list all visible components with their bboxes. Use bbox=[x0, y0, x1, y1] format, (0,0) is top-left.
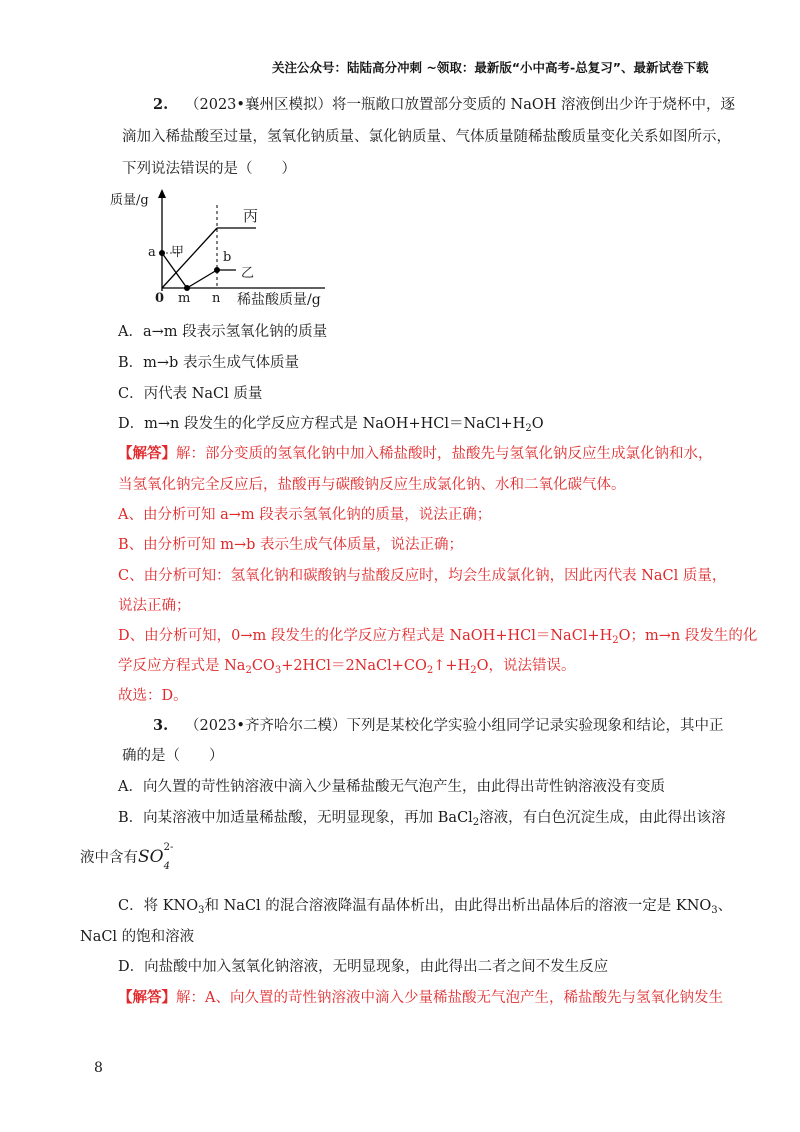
chart-point-a-label: a bbox=[148, 245, 156, 260]
q2-option-c: C．丙代表 NaCl 质量 bbox=[118, 386, 263, 402]
q2-stem-line1: （2023•襄州区模拟）将一瓶敞口放置部分变质的 NaOH 溶液倒出少许于烧杯中，逐 bbox=[185, 97, 736, 113]
chart-series-jia-label: 甲 bbox=[171, 245, 185, 260]
q3-option-b: B．向某溶液中加适量稀盐酸，无明显现象，再加 BaCl$_2$溶液，有白色沉淀生成，由此得出该溶 bbox=[118, 810, 726, 828]
page-number: 8 bbox=[94, 1060, 103, 1076]
page-header: 关注公众号：陆陆高分冲刺 ~领取：最新版“小中高考-总复习”、最新试卷下载 bbox=[272, 60, 709, 75]
point-a bbox=[159, 250, 165, 256]
q2-answer-conclusion: 故选：D。 bbox=[118, 688, 188, 704]
q2-stem-line2: 滴加入稀盐酸至过量，氢氧化钠质量、氯化钠质量、气体质量随稀盐酸质量变化关系如图所示， bbox=[122, 129, 731, 145]
q2-number: 2. bbox=[153, 96, 169, 113]
y-axis-arrow bbox=[158, 189, 166, 198]
series-yi-rise bbox=[187, 270, 217, 288]
chart-point-b-label: b bbox=[223, 250, 232, 265]
q2-option-a: A．a→m 段表示氢氧化钠的质量 bbox=[118, 324, 328, 340]
point-b bbox=[214, 267, 220, 273]
q2-answer-line8: 学反应方程式是 $Na_2CO_3+2HCl=2NaCl+CO_2↑+H_2O$，说法错误。 bbox=[118, 658, 576, 676]
q2-answer-line4: B、由分析可知 m→b 表示生成气体质量，说法正确； bbox=[118, 537, 464, 553]
chart-origin-label: 0 bbox=[155, 291, 165, 306]
q3-option-d: D．向盐酸中加入氢氧化钠溶液，无明显现象，由此得出二者之间不发生反应 bbox=[118, 959, 609, 975]
chart-tick-n: n bbox=[212, 291, 221, 306]
q2-answer-line2: 当氢氧化钠完全反应后，盐酸再与碳酸钠反应生成氯化钠、水和二氧化碳气体。 bbox=[118, 477, 626, 493]
q2-option-d: D．m→n 段发生的化学反应方程式是 $NaOH+HCl=NaCl+H_2O$ bbox=[118, 416, 544, 434]
chart-tick-m: m bbox=[178, 291, 191, 306]
q2-answer-line6: 说法正确； bbox=[118, 598, 191, 614]
q2-answer-line3: A、由分析可知 a→m 段表示氢氧化钠的质量，说法正确； bbox=[118, 507, 492, 523]
q3-answer-line1: 【解答】解：A、向久置的苛性钠溶液中滴入少量稀盐酸无气泡产生，稀盐酸先与氢氧化钠发生 bbox=[118, 989, 723, 1006]
q2-stem-line3: 下列说法错误的是（ ） bbox=[122, 161, 296, 177]
q2-answer-line1: 【解答】解：部分变质的氢氧化钠中加入稀盐酸时，盐酸先与氢氧化钠反应生成氯化钠和水， bbox=[118, 445, 713, 462]
q2-answer-line7: D、由分析可知，0→m 段发生的化学反应方程式是 $NaOH+HCl=NaCl+H_2O$；m→n 段发生的化 bbox=[118, 628, 758, 646]
q3-option-c-line2: NaCl 的饱和溶液 bbox=[80, 929, 195, 945]
chart-series-yi-label: 乙 bbox=[241, 266, 255, 281]
q3-number: 3. bbox=[153, 717, 169, 734]
chart-series-bing-label: 丙 bbox=[243, 207, 259, 225]
chart-y-label: 质量/g bbox=[110, 193, 149, 208]
q3-option-c: C．将 $KNO_3$和 NaCl 的混合溶液降温有晶体析出，由此得出析出晶体后的溶液一定是 $KNO_3$、 bbox=[118, 898, 733, 916]
q2-answer-line5: C、由分析可知：氢氧化钠和碳酸钠与盐酸反应时，均会生成氯化钠，因此丙代表 NaCl 质量， bbox=[118, 568, 727, 584]
sulfate-formula: SO 2- 4 bbox=[138, 842, 174, 872]
chart-x-label: 稀盐酸质量/g bbox=[237, 292, 321, 308]
q3-stem-line2: 确的是（ ） bbox=[122, 748, 224, 764]
q3-stem-line1: （2023•齐齐哈尔二模）下列是某校化学实验小组同学记录实验现象和结论，其中正 bbox=[185, 718, 724, 734]
q3-option-b-line2: 液中含有SO 2- 4 bbox=[80, 847, 180, 868]
q3-option-a: A．向久置的苛性钠溶液中滴入少量稀盐酸无气泡产生，由此得出苛性钠溶液没有变质 bbox=[118, 779, 665, 795]
q2-chart bbox=[110, 183, 360, 313]
q2-option-b: B．m→b 表示生成气体质量 bbox=[118, 355, 299, 371]
